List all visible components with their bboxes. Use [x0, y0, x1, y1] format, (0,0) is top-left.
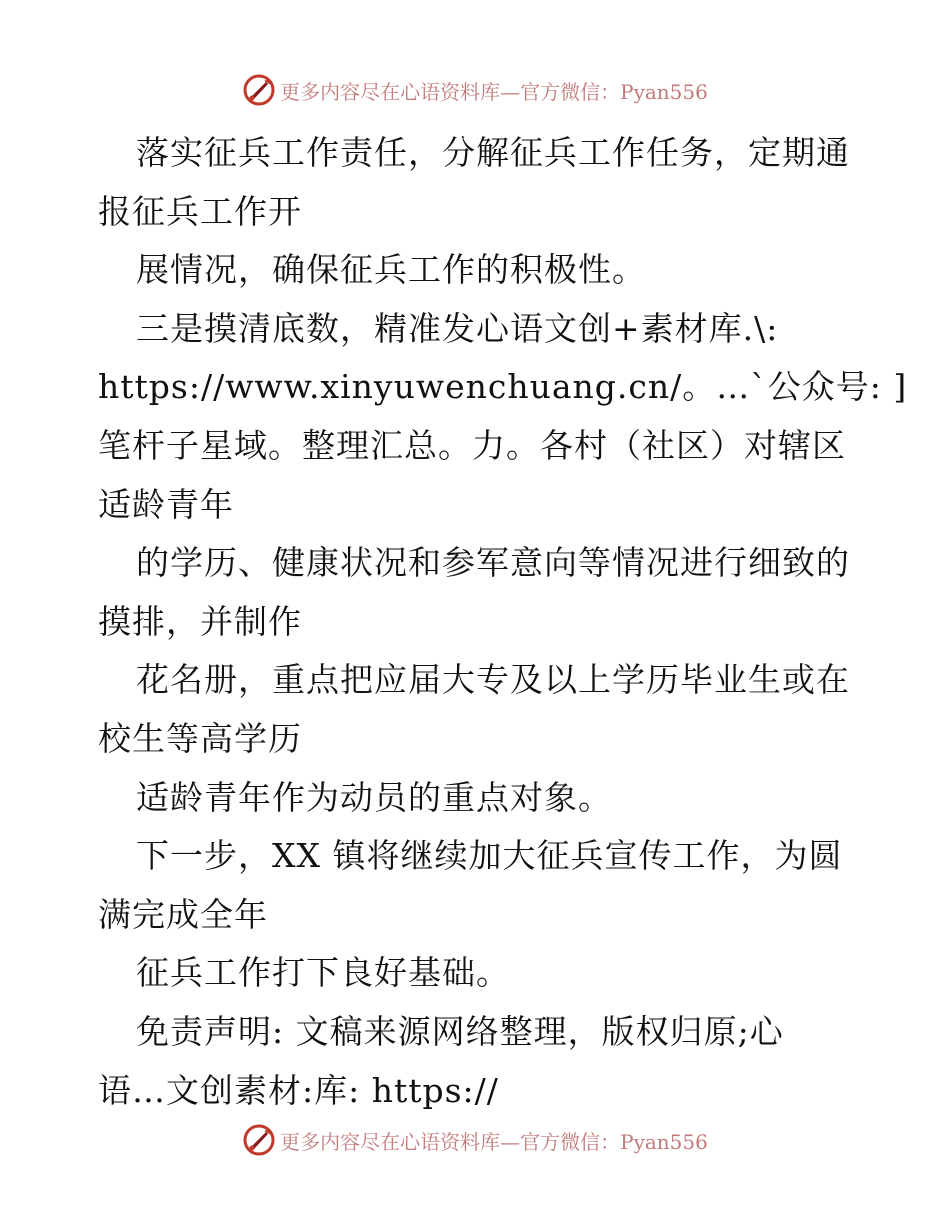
watermark-text: 更多内容尽在心语资料库—官方微信：Pyan556 [280, 1129, 708, 1154]
text-line: 语…文创素材:库: https:// [98, 1070, 499, 1110]
text-line: 展情况，确保征兵工作的积极性。 [136, 250, 646, 290]
text-line: 适龄青年作为动员的重点对象。 [136, 777, 612, 817]
watermark-banner-top [0, 70, 950, 110]
text-line: 的学历、健康状况和参军意向等情况进行细致的 [136, 543, 850, 583]
text-line: 满完成全年 [98, 894, 268, 934]
text-line: 校生等高学历 [98, 718, 302, 758]
text-line: 免责声明: 文稿来源网络整理，版权归原;心 [136, 1011, 784, 1051]
text-line: 笔杆子星域。整理汇总。力。各村（社区）对辖区 [98, 425, 846, 465]
text-line: 适龄青年 [98, 484, 234, 524]
watermark-text: 更多内容尽在心语资料库—官方微信：Pyan556 [280, 79, 708, 104]
text-line: 下一步，XX 镇将继续加大征兵宣传工作，为圆 [136, 836, 843, 876]
text-line: 花名册，重点把应届大专及以上学历毕业生或在 [136, 660, 850, 700]
text-line: 落实征兵工作责任，分解征兵工作任务，定期通 [136, 133, 850, 172]
text-line: 报征兵工作开 [98, 191, 302, 231]
quill-logo-icon [242, 73, 276, 107]
watermark-banner-bottom [0, 1120, 950, 1160]
text-line: 摸排，并制作 [98, 601, 302, 641]
text-line: https://www.xinyuwenchuang.cn/。…`公众号: ] [98, 367, 908, 407]
text-line: 三是摸清底数，精准发心语文创+素材库.\: [136, 308, 779, 348]
text-line: 征兵工作打下良好基础。 [136, 953, 510, 993]
document-body [98, 124, 908, 1120]
quill-logo-icon [242, 1123, 276, 1157]
